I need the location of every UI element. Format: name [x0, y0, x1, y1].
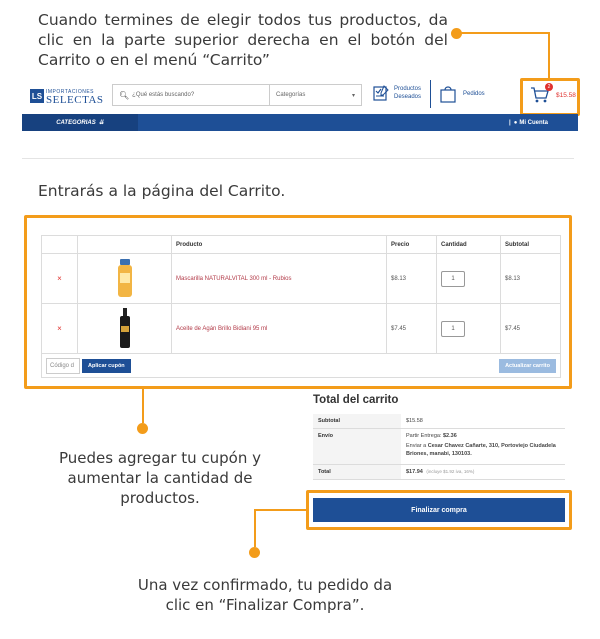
orders-link[interactable]: [438, 84, 485, 104]
logo-mark: LS: [30, 89, 44, 103]
instruction-step-3: Puedes agregar tu cupón y aumentar la cantidad de productos.: [58, 449, 262, 507]
subtotal-row: [313, 414, 565, 429]
logo-small-text: IMPORTACIONES: [46, 89, 94, 95]
callout-line-4h: [254, 509, 306, 511]
product-subtotal: $7.45: [501, 304, 561, 354]
table-row: [42, 254, 561, 304]
logo-big-text: SELECTAS: [46, 94, 104, 106]
callout-line-4v: [254, 509, 256, 547]
product-thumbnail[interactable]: [78, 304, 172, 354]
header-separator: [430, 80, 431, 108]
search-input[interactable]: ¿Qué estás buscando?: [132, 92, 195, 98]
site-logo[interactable]: [30, 88, 104, 104]
col-price-header: Precio: [387, 236, 437, 254]
subtotal-value: $15.58: [401, 414, 565, 429]
subtotal-label: Subtotal: [313, 414, 401, 429]
remove-item-button[interactable]: ×: [42, 254, 78, 304]
user-icon: ●: [513, 119, 518, 126]
product-price: $8.13: [387, 254, 437, 304]
main-navbar: [22, 114, 578, 131]
quantity-input[interactable]: 1: [441, 321, 465, 337]
cart-button[interactable]: [530, 86, 576, 104]
instruction-step-2: Entrarás a la página del Carrito.: [38, 182, 286, 200]
cart-totals-table: [313, 414, 565, 480]
callout-dot-4: [249, 547, 260, 558]
finalize-purchase-button[interactable]: Finalizar compra: [313, 498, 565, 522]
product-name-link[interactable]: Mascarilla NATURALVITAL 300 ml - Rubios: [172, 254, 387, 304]
total-value: $17.94: [406, 469, 423, 475]
cart-count-badge: 2: [545, 83, 553, 91]
product-subtotal: $8.13: [501, 254, 561, 304]
wishlist-label-line2: Deseados: [394, 94, 422, 100]
table-row: [42, 304, 561, 354]
categories-label: CATEGORIAS: [56, 119, 96, 126]
wishlist-icon: [372, 84, 390, 102]
quantity-input[interactable]: 1: [441, 271, 465, 287]
col-remove-header: [42, 236, 78, 254]
shipping-method-prefix: Partir Entrega:: [406, 433, 442, 439]
product-name-link[interactable]: Aceite de Agán Brillo Bidiani 95 ml: [172, 304, 387, 354]
quantity-cell: [437, 254, 501, 304]
account-label: Mi Cuenta: [519, 119, 548, 126]
callout-line-1h: [456, 32, 550, 34]
account-link[interactable]: [509, 114, 548, 131]
search-bar: [112, 84, 362, 106]
pipe-separator: |: [509, 119, 511, 126]
instruction-step-4: Una vez confirmado, tu pedido da clic en “Finalizar Compra”.: [137, 576, 393, 614]
chevron-double-down-icon: ⇊: [98, 120, 104, 126]
update-cart-button[interactable]: Actualizar carrito: [499, 359, 556, 373]
search-icon[interactable]: 🔍︎: [119, 90, 130, 100]
shopping-bag-icon: [438, 84, 458, 104]
cart-actions-cell: [42, 354, 561, 378]
shipping-address-prefix: Enviar a: [406, 443, 427, 449]
cart-total-amount: $15.58: [556, 91, 576, 99]
categories-menu[interactable]: [22, 114, 138, 131]
remove-item-button[interactable]: ×: [42, 304, 78, 354]
site-header: [22, 78, 578, 114]
orders-label: Pedidos: [463, 91, 485, 97]
tax-note: (incluye $1.92 iva, 16%): [426, 469, 475, 474]
cart-actions-row: [42, 354, 561, 378]
callout-dot-3: [137, 423, 148, 434]
total-row: [313, 465, 565, 480]
wishlist-label-line1: Productos: [394, 86, 422, 92]
product-thumbnail[interactable]: [78, 254, 172, 304]
coupon-input[interactable]: Código d: [46, 358, 80, 374]
shipping-cost: $2.36: [443, 433, 457, 439]
argan-oil-bottle-image: [119, 308, 131, 348]
product-price: $7.45: [387, 304, 437, 354]
col-product-header: Producto: [172, 236, 387, 254]
wishlist-link[interactable]: [372, 84, 421, 102]
category-select[interactable]: [269, 85, 361, 105]
shipping-row: [313, 429, 565, 465]
shipping-details: [401, 429, 565, 465]
category-select-label: Categorías: [276, 92, 306, 98]
col-quantity-header: Cantidad: [437, 236, 501, 254]
instruction-step-1: Cuando termines de elegir todos tus productos, da clic en la parte superior derecha en el botón del Carrito o en el menú “Carrito”: [38, 11, 448, 69]
callout-line-3: [142, 389, 144, 423]
cart-table-header: [42, 236, 561, 254]
col-subtotal-header: Subtotal: [501, 236, 561, 254]
shipping-address: Cesar Chavez Cañarte, 310, Portoviejo Ciudadela Briones, manabi, 130103.: [406, 443, 556, 457]
callout-line-1v: [548, 32, 550, 80]
total-label: Total: [313, 465, 401, 480]
cart-totals-title: Total del carrito: [313, 394, 399, 406]
shipping-label: Envío: [313, 429, 401, 465]
mascarilla-bottle-image: [117, 259, 133, 297]
chevron-down-icon: ▾: [351, 92, 355, 99]
cart-table: [41, 235, 561, 378]
col-image-header: [78, 236, 172, 254]
apply-coupon-button[interactable]: Aplicar cupón: [82, 359, 131, 373]
section-divider: [22, 158, 574, 159]
total-value-cell: [401, 465, 565, 480]
quantity-cell: [437, 304, 501, 354]
